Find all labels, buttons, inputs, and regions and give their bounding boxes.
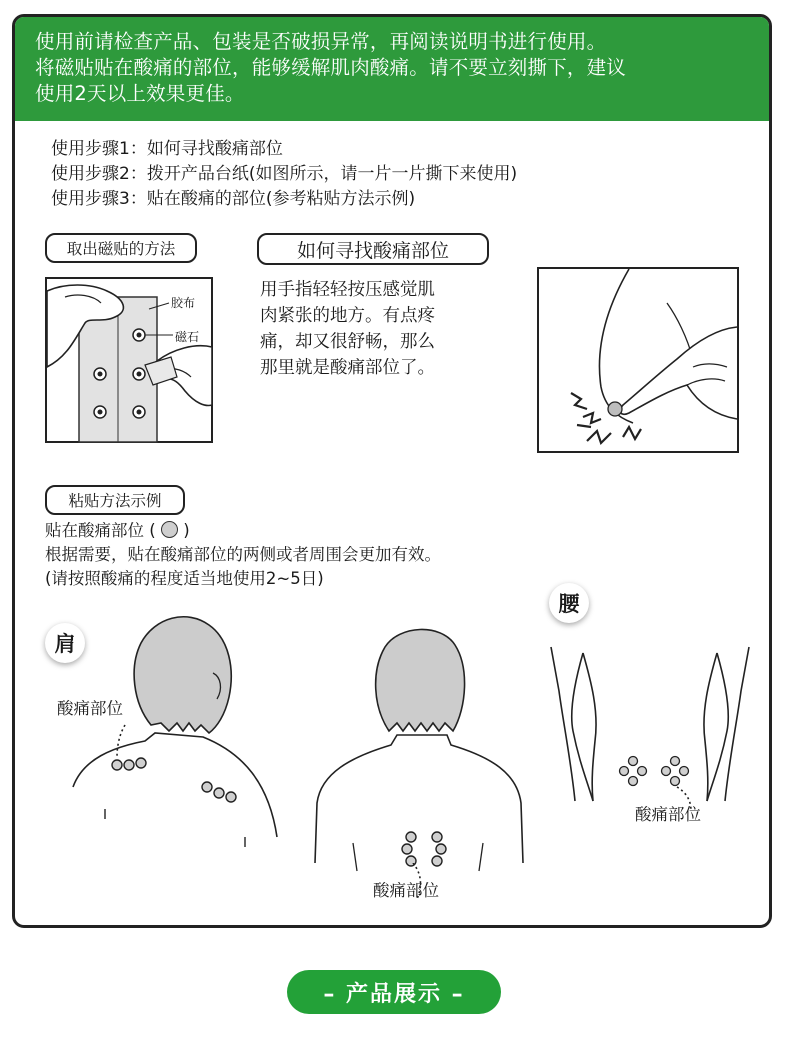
example-line-1-suffix: ): [183, 521, 190, 540]
find-sore-description: [260, 277, 500, 381]
example-line-1-prefix: 贴在酸痛部位 (: [45, 521, 156, 540]
find-line-2: 肉紧张的地方。有点疼: [260, 306, 435, 326]
example-text: [45, 519, 441, 591]
sore-label-back: 酸痛部位: [373, 881, 439, 900]
waist-bubble: 腰: [549, 583, 589, 623]
banner-line-2: 将磁贴贴在酸痛的部位，能够缓解肌肉酸痛。请不要立刻撕下，建议: [35, 56, 627, 79]
sore-label-shoulder: 酸痛部位: [57, 699, 123, 718]
find-line-3: 痛，却又很舒畅，那么: [260, 332, 435, 352]
warning-banner: [15, 17, 769, 121]
usage-steps: [51, 137, 517, 212]
waist-figure: [545, 641, 755, 811]
step-1: 使用步骤1：如何寻找酸痛部位: [51, 139, 283, 159]
step-3: 使用步骤3：贴在酸痛的部位(参考粘贴方法示例): [51, 189, 416, 209]
take-out-title: 取出磁贴的方法: [45, 233, 197, 263]
product-display-button[interactable]: – 产品展示 –: [287, 970, 501, 1014]
instruction-card: [12, 14, 772, 928]
example-line-3: (请按照酸痛的程度适当地使用2~5日): [45, 569, 324, 588]
example-line-2: 根据需要，贴在酸痛部位的两侧或者周围会更加有效。: [45, 545, 441, 564]
label-magnet: 磁石: [175, 330, 200, 344]
banner-line-1: 使用前请检查产品、包装是否破损异常，再阅读说明书进行使用。: [35, 30, 607, 53]
shoulder-bubble: 肩: [45, 623, 85, 663]
example-title: 粘贴方法示例: [45, 485, 185, 515]
example-line-1: [45, 519, 441, 543]
upper-back-figure: [311, 623, 531, 873]
sore-label-waist: 酸痛部位: [635, 805, 701, 824]
take-out-illustration: [45, 277, 213, 443]
find-line-4: 那里就是酸痛部位了。: [260, 358, 435, 378]
banner-line-3: 使用2天以上效果更佳。: [35, 82, 245, 105]
patch-dot-icon: [161, 521, 178, 538]
find-line-1: 用手指轻轻按压感觉肌: [260, 280, 435, 300]
find-sore-title: 如何寻找酸痛部位: [257, 233, 489, 265]
find-sore-illustration: [537, 267, 739, 453]
label-tape: 胶布: [171, 296, 196, 310]
step-2: 使用步骤2：拨开产品台纸(如图所示，请一片一片撕下来使用): [51, 164, 518, 184]
shoulder-back-figure: [63, 607, 293, 847]
